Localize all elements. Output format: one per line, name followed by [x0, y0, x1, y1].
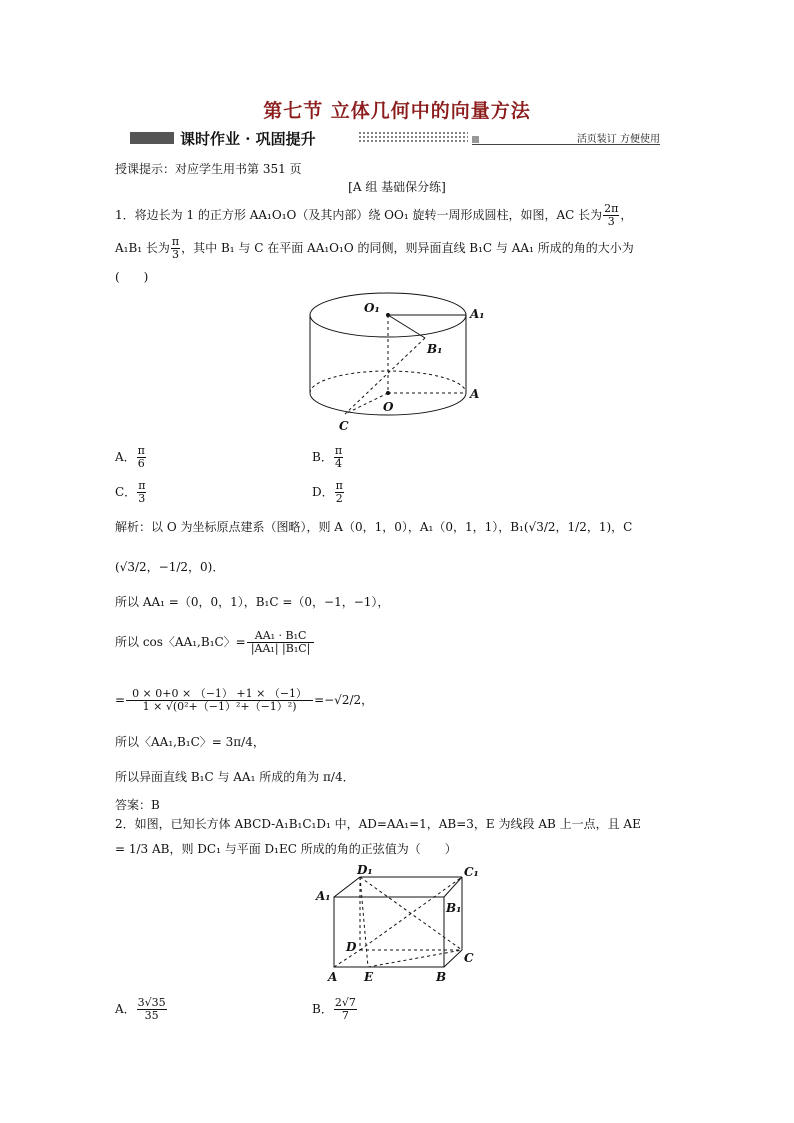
q1-solution-line2: (√3/2，−1/2，0)． — [115, 560, 225, 574]
q2-option-a[interactable]: A． $\frac{3√35}{35}$ — [115, 996, 166, 1022]
q1-solution-line3: 所以 AA₁ =（0，0，1），B₁C =（0，−1，−1）， — [115, 595, 390, 609]
q1-option-d[interactable]: D． $\frac{\pi}{2}$ — [312, 479, 343, 505]
fig1-label-a: A — [470, 387, 480, 401]
section-banner — [130, 130, 660, 146]
q1-text1: 1．将边长为 1 的正方形 AA₁O₁O（及其内部）绕 OO₁ 旋转一周形成圆柱，如图，AC 长为 — [115, 208, 603, 222]
fig1-label-o1: O₁ — [364, 301, 380, 315]
fig2-label-d1: D₁ — [357, 863, 373, 877]
q2-cuboid-figure — [312, 862, 487, 987]
q1-answer: 答案：B — [115, 798, 160, 812]
fig2-label-c1: C₁ — [464, 865, 479, 879]
q1-option-a[interactable]: A． $\frac{\pi}{6}$ — [115, 444, 145, 470]
q1-solution-line1: 解析：以 O 为坐标原点建系（图略），则 A（0，1，0），A₁（0，1，1），B₁(√3/2，1/2，1)，C — [115, 520, 633, 534]
q1-solution-line7: 所以异面直线 B₁C 与 AA₁ 所成的角为 π/4． — [115, 770, 355, 784]
q1-text2b: ，其中 B₁ 与 C 在平面 AA₁O₁O 的同侧，则异面直线 B₁C 与 AA₁ 所成的角的大小为 — [181, 241, 634, 255]
q1-line1: 1．将边长为 1 的正方形 AA₁O₁O（及其内部）绕 OO₁ 旋转一周形成圆柱，如图，AC 长为 $\frac{2\pi}{3}$ ， — [115, 202, 633, 228]
q1-solution-line5: = $\frac{0 \times 0+0 \times (-1) +1 \times (-1)}{\text{1 × √(0²+（−1）²+（−1）²)}}$ =−√2/2， — [115, 687, 374, 713]
banner-block — [130, 132, 174, 144]
q1-line2 — [115, 236, 634, 261]
page-title: 第七节 立体几何中的向量方法 — [263, 100, 531, 122]
q2-line2: = 1/3 AB，则 DC₁ 与平面 D₁EC 所成的角的正弦值为（ ） — [115, 842, 457, 856]
fig2-label-d: D — [346, 940, 357, 954]
q1-frac1: $\frac{2\pi}{3}$ — [604, 202, 619, 228]
fig1-label-o: O — [383, 400, 394, 414]
fig2-label-b: B — [436, 970, 447, 984]
q1-option-c[interactable]: C． $\frac{\pi}{3}$ — [115, 479, 146, 505]
fig2-label-e: E — [364, 970, 374, 984]
banner-note: 活页装订 方便使用 — [576, 134, 660, 145]
q1-solution-line4: 所以 cos〈AA₁,B₁C〉= $\frac{\text{AA₁ · B₁C}}{\text{|AA₁| |B₁C|}}$ — [115, 630, 315, 655]
fig2-label-c: C — [464, 951, 474, 965]
banner-title: 课时作业 · 巩固提升 — [180, 130, 316, 148]
fig2-label-b1: B₁ — [446, 901, 462, 915]
q1-frac2: $\frac{\pi}{3}$ — [171, 235, 180, 261]
group-heading: [A 组 基础保分练] — [348, 180, 446, 194]
teaching-hint: 授课提示：对应学生用书第 351 页 — [115, 162, 302, 176]
fig1-label-c: C — [339, 419, 349, 433]
banner-square — [472, 136, 479, 143]
fig2-label-a1: A₁ — [316, 889, 331, 903]
q1-paren: ( ) — [115, 270, 149, 284]
q2-option-b[interactable]: B． $\frac{2√7}{7}$ — [312, 996, 356, 1022]
q2-line1: 2．如图，已知长方体 ABCD-A₁B₁C₁D₁ 中，AD=AA₁=1，AB=3，E 为线段 AB 上一点，且 AE — [115, 817, 641, 831]
q1-solution-line6: 所以〈AA₁,B₁C〉= 3π/4， — [115, 735, 265, 749]
fig2-label-a: A — [328, 970, 338, 984]
fig1-label-a1: A₁ — [470, 307, 485, 321]
q1-option-b[interactable]: B． $\frac{\pi}{4}$ — [312, 444, 343, 470]
q1-text2a: A₁B₁ 长为 — [115, 241, 170, 255]
q1-cylinder-figure — [290, 290, 500, 440]
fig1-label-b1: B₁ — [427, 342, 443, 356]
banner-dots — [358, 131, 468, 143]
